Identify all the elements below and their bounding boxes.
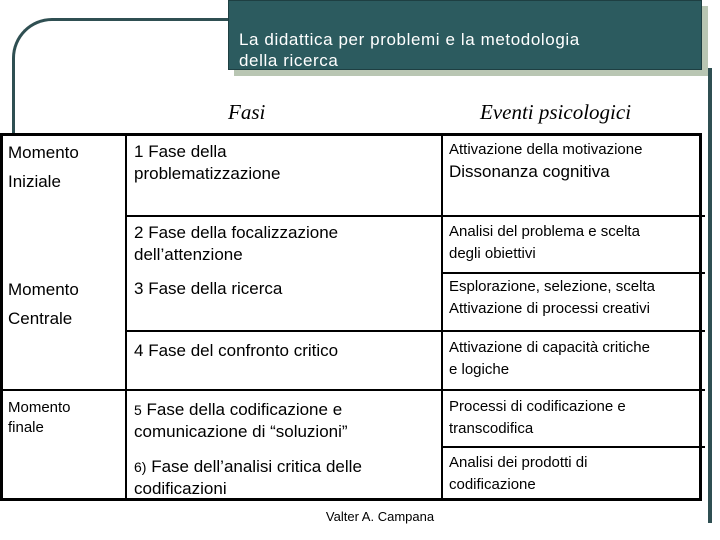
row-divider-3 <box>125 330 705 332</box>
event-1: Attivazione della motivazione Dissonanza cognitiva <box>449 141 643 181</box>
phase-6: 6) Fase dell’analisi critica delle codificazioni <box>134 457 362 498</box>
event-5: Processi di codificazione e transcodifica <box>449 398 626 437</box>
row-divider-1 <box>125 215 705 217</box>
event-2: Analisi del problema e scelta degli obiettivi <box>449 223 640 262</box>
header-fasi: Fasi <box>228 100 266 124</box>
phase-5: 5 Fase della codificazione e comunicazione di “soluzioni” <box>134 400 348 441</box>
row-divider-4 <box>3 389 705 391</box>
event-3: Esplorazione, selezione, scelta Attivazione di processi creativi <box>449 278 655 317</box>
phase-1: 1 Fase della problematizzazione <box>134 142 281 183</box>
phase-4: 4 Fase del confronto critico <box>134 341 339 360</box>
phases-table <box>0 133 702 501</box>
row-divider-2 <box>441 272 705 274</box>
decorative-frame-right <box>708 68 712 523</box>
event-4: Attivazione di capacità critiche e logiche <box>449 339 650 378</box>
moment-iniziale: Momento Iniziale <box>8 143 79 191</box>
decorative-frame-left <box>12 60 15 138</box>
column-divider-2 <box>441 136 443 498</box>
header-eventi: Eventi psicologici <box>480 100 632 124</box>
slide-title: La didattica per problemi e la metodologia della ricerca <box>239 30 580 70</box>
title-box <box>228 0 702 70</box>
moment-finale: Momento finale <box>8 399 71 436</box>
phase-3: 3 Fase della ricerca <box>134 279 283 298</box>
event-6: Analisi dei prodotti di codificazione <box>449 454 588 493</box>
phase-2: 2 Fase della focalizzazione dell’attenzione <box>134 223 339 264</box>
row-divider-5 <box>441 446 705 448</box>
author-footer: Valter A. Campana <box>325 509 435 524</box>
column-divider-1 <box>125 136 127 498</box>
moment-centrale: Momento Centrale <box>8 280 79 328</box>
